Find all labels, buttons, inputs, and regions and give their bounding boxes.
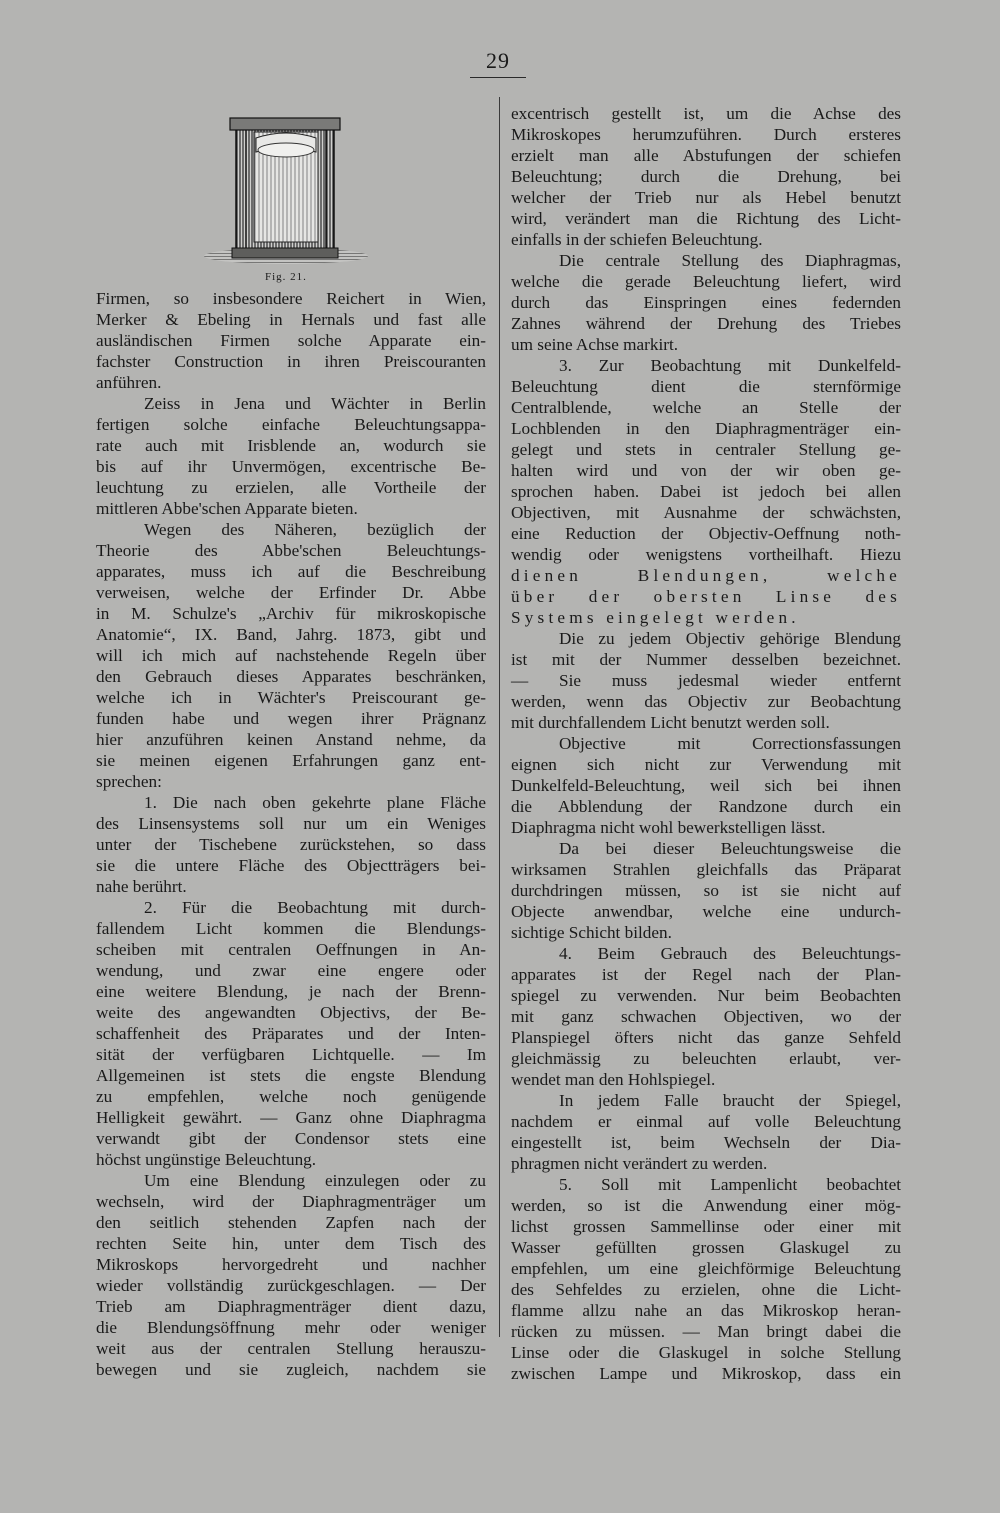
left-line: Trieb am Diaphragmenträger dient dazu, [96,1297,486,1316]
left-line: wendung, und zwar eine engere oder [96,961,486,980]
right-line: eine Reduction der Objectiv-Oeffnung noth- [511,524,901,543]
left-line: will ich mich auf nachstehende Regeln über [96,646,486,665]
left-line: Um eine Blendung einzulegen oder zu [144,1171,486,1190]
left-line: Anatomie“, IX. Band, Jahrg. 1873, gibt und [96,625,486,644]
left-line: scheiben mit centralen Oeffnungen in An- [96,940,486,959]
right-line: Beleuchtung dient die sternförmige [511,377,901,396]
right-line: Centralblende, welche an Stelle der [511,398,901,417]
page-number-rule [470,77,526,78]
left-line: Theorie des Abbe'schen Beleuchtungs- [96,541,486,560]
right-line: einfalls in der schiefen Beleuchtung. [511,230,763,249]
figure-caption: Fig. 21. [265,271,307,283]
right-line: die Abblendung der Randzone durch ein [511,797,901,816]
right-line: über der obersten Linse des [511,587,901,606]
left-line: bis auf ihr Unvermögen, excentrische Be- [96,457,486,476]
right-line: spiegel zu verwenden. Nur beim Beobachten [511,986,901,1005]
left-line: weite des angewandten Objectivs, der Be- [96,1003,486,1022]
left-line: zu empfehlen, welche noch genügende [96,1087,486,1106]
left-line: verweisen, welche der Erfinder Dr. Abbe [96,583,486,602]
right-line: — Sie muss jedesmal wieder entfernt [511,671,901,690]
left-line: Allgemeinen ist stets die engste Blendung [96,1066,486,1085]
left-line: rate auch mit Irisblende an, wodurch sie [96,436,486,455]
left-line: wechseln, wird der Diaphragmenträger um [96,1192,486,1211]
left-line: fachster Construction in ihren Preiscouranten [96,352,486,371]
right-line: Objective mit Correctionsfassungen [559,734,901,753]
left-line: welche ich in Wächter's Preiscourant ge- [96,688,486,707]
right-line: 5. Soll mit Lampenlicht beobachtet [559,1175,901,1194]
right-line: Da bei dieser Beleuchtungsweise die [559,839,901,858]
right-line: phragmen nicht verändert zu werden. [511,1154,768,1173]
right-line: welche die gerade Beleuchtung liefert, wird [511,272,901,291]
right-line: flamme allzu nahe an das Mikroskop heran- [511,1301,901,1320]
right-line: eingestellt ist, beim Wechseln der Dia- [511,1133,901,1152]
left-line: apparates, muss ich auf die Beschreibung [96,562,486,581]
left-line: 2. Für die Beobachtung mit durch- [144,898,486,917]
left-line: sie die untere Fläche des Objectträgers bei- [96,856,486,875]
right-line: Zahnes während der Drehung des Triebes [511,314,901,333]
left-line: fallendem Licht kommen die Blendungs- [96,919,486,938]
right-line: werden, so ist die Anwendung einer mög- [511,1196,901,1215]
left-line: unter der Tischebene zurückstehen, so dass [96,835,486,854]
right-line: dienen Blendungen, welche [511,566,901,585]
right-line: ist mit der Nummer desselben bezeichnet. [511,650,901,669]
right-line: Beleuchtung; durch die Drehung, bei [511,167,901,186]
left-line: höchst ungünstige Beleuchtung. [96,1150,317,1169]
right-line: excentrisch gestellt ist, um die Achse des [511,104,901,123]
right-line: wird, verändert man die Richtung des Licht- [511,209,901,228]
right-line: zwischen Lampe und Mikroskop, dass ein [511,1364,901,1383]
right-line: wendet man den Hohlspiegel. [511,1070,716,1089]
right-line: Objectiven, mit Ausnahme der schwächsten, [511,503,901,522]
left-line: mittleren Abbe'schen Apparate bieten. [96,499,358,518]
left-line: Wegen des Näheren, bezüglich der [144,520,486,539]
left-line: verwandt gibt der Condensor stets eine [96,1129,486,1148]
right-line: durch das Einspringen eines federnden [511,293,901,312]
right-line: mit ganz schwachen Objectiven, wo der [511,1007,901,1026]
right-line: sichtige Schicht bilden. [511,923,672,942]
right-line: Mikroskopes herumzuführen. Durch ersteres [511,125,901,144]
left-line: Zeiss in Jena und Wächter in Berlin [144,394,486,413]
right-line: 4. Beim Gebrauch des Beleuchtungs- [559,944,901,963]
left-line: sie meinen eigenen Erfahrungen ganz ent- [96,751,486,770]
left-line: wieder vollständig zurückgeschlagen. — Der [96,1276,486,1295]
right-line: Planspiegel öfters nicht das ganze Sehfeld [511,1028,901,1047]
right-line: gleichmässig zu beleuchten erlaubt, ver- [511,1049,901,1068]
right-line: mit durchfallendem Licht benutzt werden soll. [511,713,830,732]
page-number: 29 [486,48,510,73]
left-line: sität der verfügbaren Lichtquelle. — Im [96,1045,486,1064]
left-line: den seitlich stehenden Zapfen nach der [96,1213,486,1232]
right-line: werden, wenn das Objectiv zur Beobachtung [511,692,901,711]
right-line: Die zu jedem Objectiv gehörige Blendung [559,629,901,648]
left-line: hier anzuführen keinen Anstand nehme, da [96,730,486,749]
right-line: um seine Achse markirt. [511,335,679,354]
right-line: eignen sich nicht zur Verwendung mit [511,755,901,774]
right-line: sprochen haben. Dabei ist jedoch bei allen [511,482,901,501]
right-line: durchdringen müssen, so ist sie nicht auf [511,881,901,900]
right-line: Dunkelfeld-Beleuchtung, weil sich bei ihnen [511,776,901,795]
right-line: empfehlen, um eine gleichförmige Beleuchtung [511,1259,901,1278]
left-line: ausländischen Firmen solche Apparate ein- [96,331,486,350]
right-line: nachdem er einmal auf volle Beleuchtung [511,1112,901,1131]
left-line: leuchtung zu erzielen, alle Vortheile der [96,478,486,497]
right-line: halten wird und von der wir oben ge- [511,461,901,480]
right-line: Objecte anwendbar, welche eine undurch- [511,902,901,921]
left-line: des Linsensystems soll nur um ein Weniges [96,814,486,833]
right-line: Diaphragma nicht wohl bewerkstelligen lässt. [511,818,826,837]
left-line: 1. Die nach oben gekehrte plane Fläche [144,793,486,812]
figure-21-illustration [194,108,370,268]
left-line: in M. Schulze's „Archiv für mikroskopische [96,604,486,623]
left-line: rechten Seite hin, unter dem Tisch des [96,1234,486,1253]
left-line: sprechen: [96,772,162,791]
column-divider [499,97,500,1337]
right-line: gelegt und stets in centraler Stellung ge- [511,440,901,459]
left-line: Mikroskops hervorgedreht und nachher [96,1255,486,1274]
left-line: anführen. [96,373,162,392]
right-line: wirksamen Strahlen gleichfalls das Präparat [511,860,901,879]
left-line: den Gebrauch dieses Apparates beschränken, [96,667,486,686]
left-line: Firmen, so insbesondere Reichert in Wien, [96,289,486,308]
right-line: In jedem Falle braucht der Spiegel, [559,1091,901,1110]
left-line: die Blendungsöffnung mehr oder weniger [96,1318,486,1337]
right-line: rücken zu müssen. — Man bringt dabei die [511,1322,901,1341]
right-line: welcher der Trieb nur als Hebel benutzt [511,188,901,207]
right-line: Die centrale Stellung des Diaphragmas, [559,251,901,270]
right-line: Lochblenden in den Diaphragmenträger ein- [511,419,901,438]
left-line: fertigen solche einfache Beleuchtungsappa- [96,415,486,434]
right-line: 3. Zur Beobachtung mit Dunkelfeld- [559,356,901,375]
right-line: lichst grossen Sammellinse oder einer mit [511,1217,901,1236]
left-line: schaffenheit des Präparates und der Inten- [96,1024,486,1043]
right-line: erzielt man alle Abstufungen der schiefen [511,146,901,165]
right-line: Wasser gefüllten grossen Glaskugel zu [511,1238,901,1257]
right-line: des Sehfeldes zu erzielen, ohne die Licht- [511,1280,901,1299]
left-line: nahe berührt. [96,877,187,896]
left-line: Merker & Ebeling in Hernals und fast alle [96,310,486,329]
right-line: Linse oder die Glaskugel in solche Stellung [511,1343,901,1362]
left-line: weit aus der centralen Stellung herauszu- [96,1339,486,1358]
left-line: bewegen und sie zugleich, nachdem sie [96,1360,486,1379]
left-line: eine weitere Blendung, je nach der Brenn- [96,982,486,1001]
left-line: funden habe und wegen ihrer Prägnanz [96,709,486,728]
right-line: wendig oder wenigstens vortheilhaft. Hiezu [511,545,901,564]
left-line: Helligkeit gewährt. — Ganz ohne Diaphragma [96,1108,486,1127]
right-line: apparates ist der Regel nach der Plan- [511,965,901,984]
right-line: Systems eingelegt werden. [511,608,800,627]
